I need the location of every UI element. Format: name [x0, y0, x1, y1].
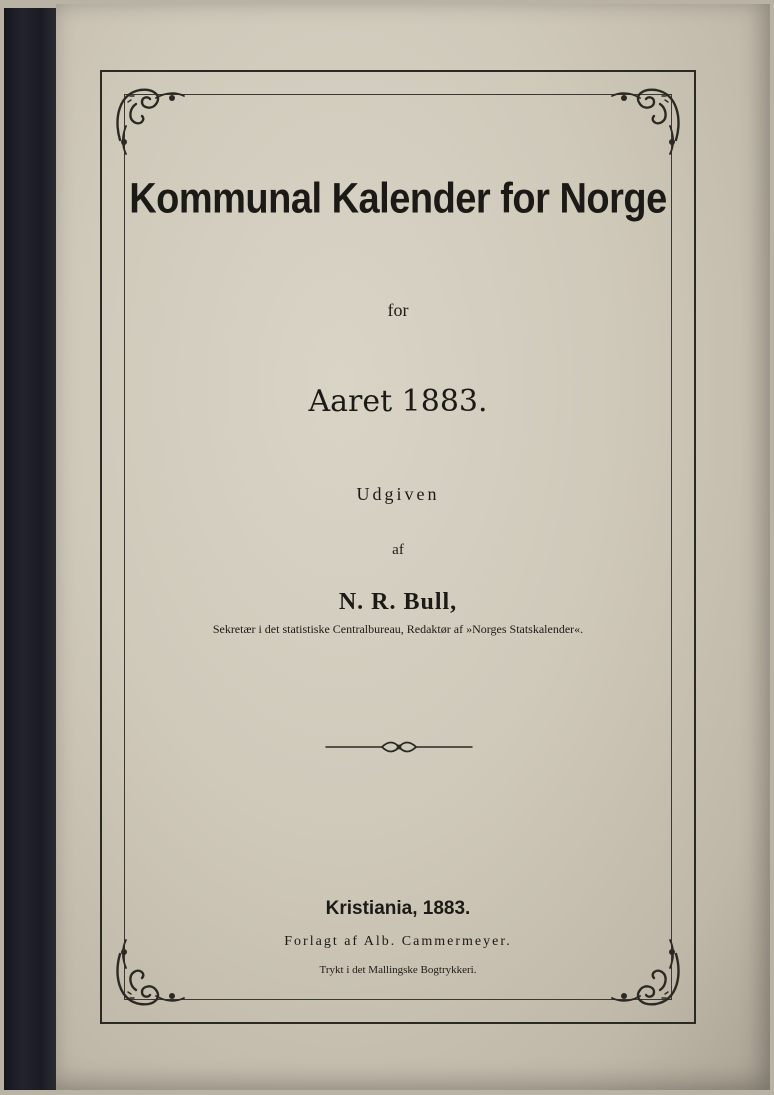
- author-title: Sekretær i det statistiske Centralbureau, Redaktør af »Norges Statskalender«.: [212, 622, 584, 636]
- issued-line: Udgiven: [356, 484, 440, 504]
- author-name: N. R. Bull,: [338, 589, 458, 615]
- divider-ornament: [324, 738, 474, 756]
- by-line: af: [392, 542, 404, 558]
- publisher-line: Forlagt af Alb. Cammermeyer.: [284, 934, 512, 949]
- book-title: Kommunal Kalender for Norge: [129, 175, 667, 223]
- printer-line: Trykt i det Mallingske Bogtrykkeri.: [319, 964, 477, 976]
- book-spine: [4, 8, 56, 1090]
- for-line: for: [387, 300, 409, 320]
- corner-ornament-top-left: [110, 80, 188, 158]
- place-and-date: Kristiania, 1883.: [325, 898, 471, 919]
- corner-ornament-top-right: [608, 80, 686, 158]
- year-line: Aaret 1883.: [308, 384, 488, 419]
